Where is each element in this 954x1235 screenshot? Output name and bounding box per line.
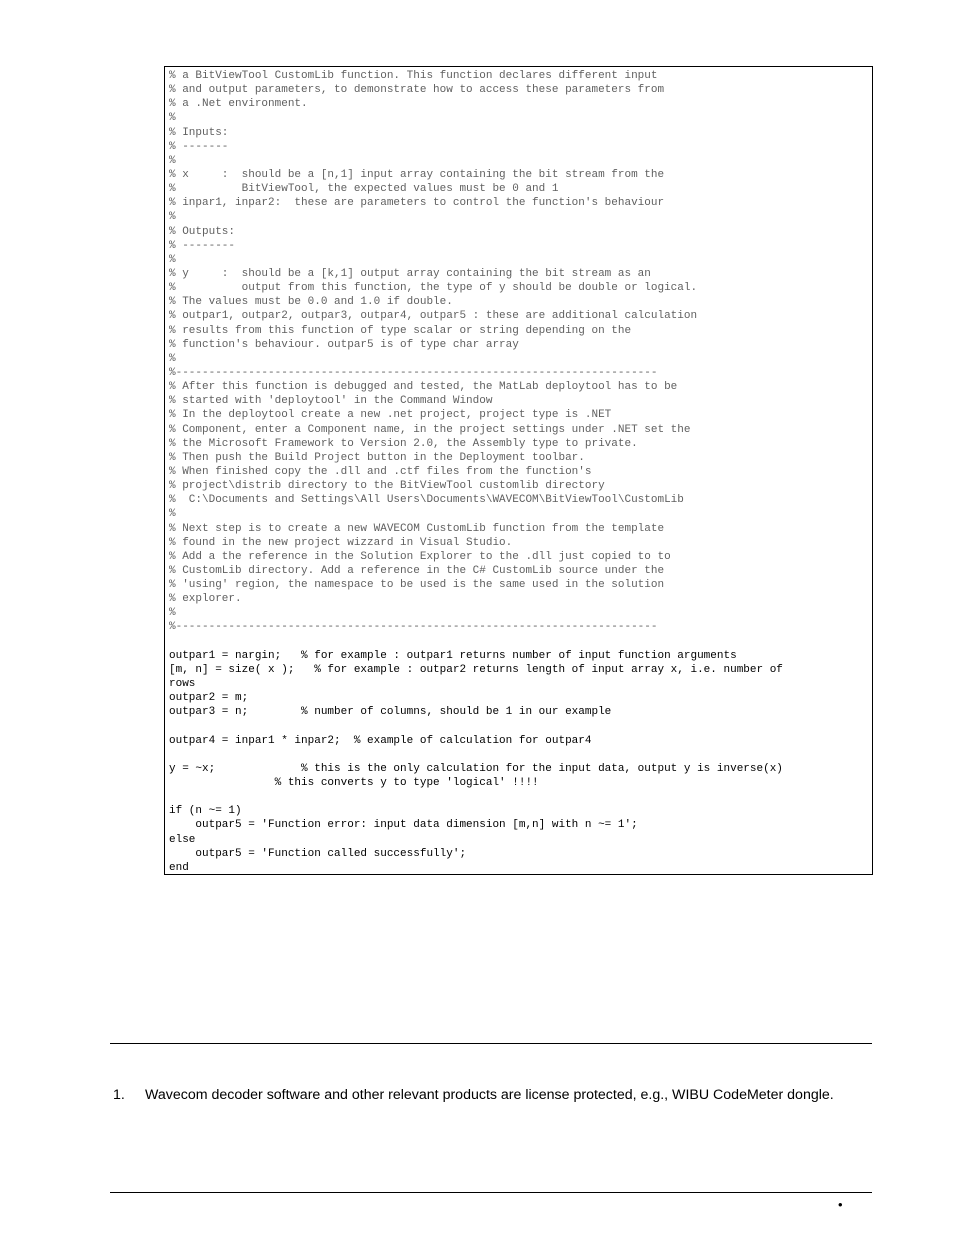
code-line: outpar2 = m; (169, 692, 249, 705)
code-line: % After this function is debugged and tested, the MatLab deploytool has to be (169, 381, 678, 394)
footer-rule (110, 1192, 872, 1193)
code-line: % (169, 154, 176, 167)
code-line: y = ~x; % this is the only calculation for the input data, output y is inverse(x) (169, 762, 783, 775)
footnote-separator (110, 1043, 872, 1044)
code-line: % CustomLib directory. Add a reference in the C# CustomLib source under the (169, 564, 665, 577)
code-line: % a .Net environment. (169, 98, 308, 111)
code-line: % inpar1, inpar2: these are parameters to control the function's behaviour (169, 197, 665, 210)
code-line: % -------- (169, 239, 236, 252)
code-line: % C:\Documents and Settings\All Users\Documents\WAVECOM\BitViewTool\CustomLib (169, 494, 684, 507)
code-line: %------------------------------------------------------------------------- (169, 366, 658, 379)
code-line (169, 748, 872, 762)
code-line: if (n ~= 1) (169, 805, 242, 818)
code-line: % results from this function of type scalar or string depending on the (169, 324, 632, 337)
code-line: % (169, 607, 176, 620)
code-line: % (169, 253, 176, 266)
code-line: % In the deploytool create a new .net project, project type is .NET (169, 409, 612, 422)
code-line: % The values must be 0.0 and 1.0 if double. (169, 296, 453, 309)
code-line: % found in the new project wizzard in Visual Studio. (169, 536, 513, 549)
code-line: % ------- (169, 140, 229, 153)
code-line: % 'using' region, the namespace to be used is the same used in the solution (169, 579, 665, 592)
code-line: % and output parameters, to demonstrate how to access these parameters from (169, 84, 665, 97)
footer-bullet: • (838, 1197, 843, 1212)
code-line: % explorer. (169, 593, 242, 606)
code-line: % When finished copy the .dll and .ctf files from the function's (169, 465, 592, 478)
code-line: % BitViewTool, the expected values must be 0 and 1 (169, 183, 559, 196)
code-line: outpar5 = 'Function called successfully'; (169, 847, 467, 860)
code-line: % Outputs: (169, 225, 236, 238)
code-line: % y : should be a [k,1] output array containing the bit stream as an (169, 267, 651, 280)
code-line: % output from this function, the type of y should be double or logical. (169, 282, 698, 295)
code-line: % project\distrib directory to the BitViewTool customlib directory (169, 480, 605, 493)
code-line: %------------------------------------------------------------------------- (169, 621, 658, 634)
code-line: outpar1 = nargin; % for example : outpar1 returns number of input function arguments (169, 649, 737, 662)
code-line: % the Microsoft Framework to Version 2.0, the Assembly type to private. (169, 437, 638, 450)
code-line (169, 635, 872, 649)
code-line: % function's behaviour. outpar5 is of type char array (169, 338, 519, 351)
code-listing (164, 66, 873, 875)
code-line: % (169, 352, 176, 365)
code-line: % Component, enter a Component name, in the project settings under .NET set the (169, 423, 691, 436)
code-line: else (169, 833, 196, 846)
code-line: % (169, 112, 176, 125)
code-line: outpar3 = n; % number of columns, should be 1 in our example (169, 706, 612, 719)
code-line: [m, n] = size( x ); % for example : outpar2 returns length of input array x, i.e. number of (169, 663, 783, 676)
code-line: end (169, 861, 189, 874)
footnote-text: Wavecom decoder software and other relevant products are license protected, e.g., WIBU CodeMeter dongle. (145, 1087, 834, 1103)
code-line: % a BitViewTool CustomLib function. This function declares different input (169, 70, 658, 82)
code-line: % outpar1, outpar2, outpar3, outpar4, outpar5 : these are additional calculation (169, 310, 698, 323)
code-line: rows (169, 678, 196, 691)
code-line: % this converts y to type 'logical' !!!! (169, 777, 539, 790)
code-line (169, 719, 872, 733)
code-line: % Next step is to create a new WAVECOM CustomLib function from the template (169, 522, 665, 535)
code-line (169, 790, 872, 804)
code-line: % Then push the Build Project button in the Deployment toolbar. (169, 451, 585, 464)
code-line: % (169, 211, 176, 224)
code-line: outpar4 = inpar1 * inpar2; % example of calculation for outpar4 (169, 734, 592, 747)
code-line: % started with 'deploytool' in the Command Window (169, 395, 493, 408)
code-line: % Add a the reference in the Solution Explorer to the .dll just copied to to (169, 550, 671, 563)
code-line: outpar5 = 'Function error: input data dimension [m,n] with n ~= 1'; (169, 819, 638, 832)
code-line: % x : should be a [n,1] input array containing the bit stream from the (169, 168, 665, 181)
code-line: % (169, 508, 176, 521)
code-line: % Inputs: (169, 126, 229, 139)
footnote-number: 1. (113, 1087, 125, 1103)
